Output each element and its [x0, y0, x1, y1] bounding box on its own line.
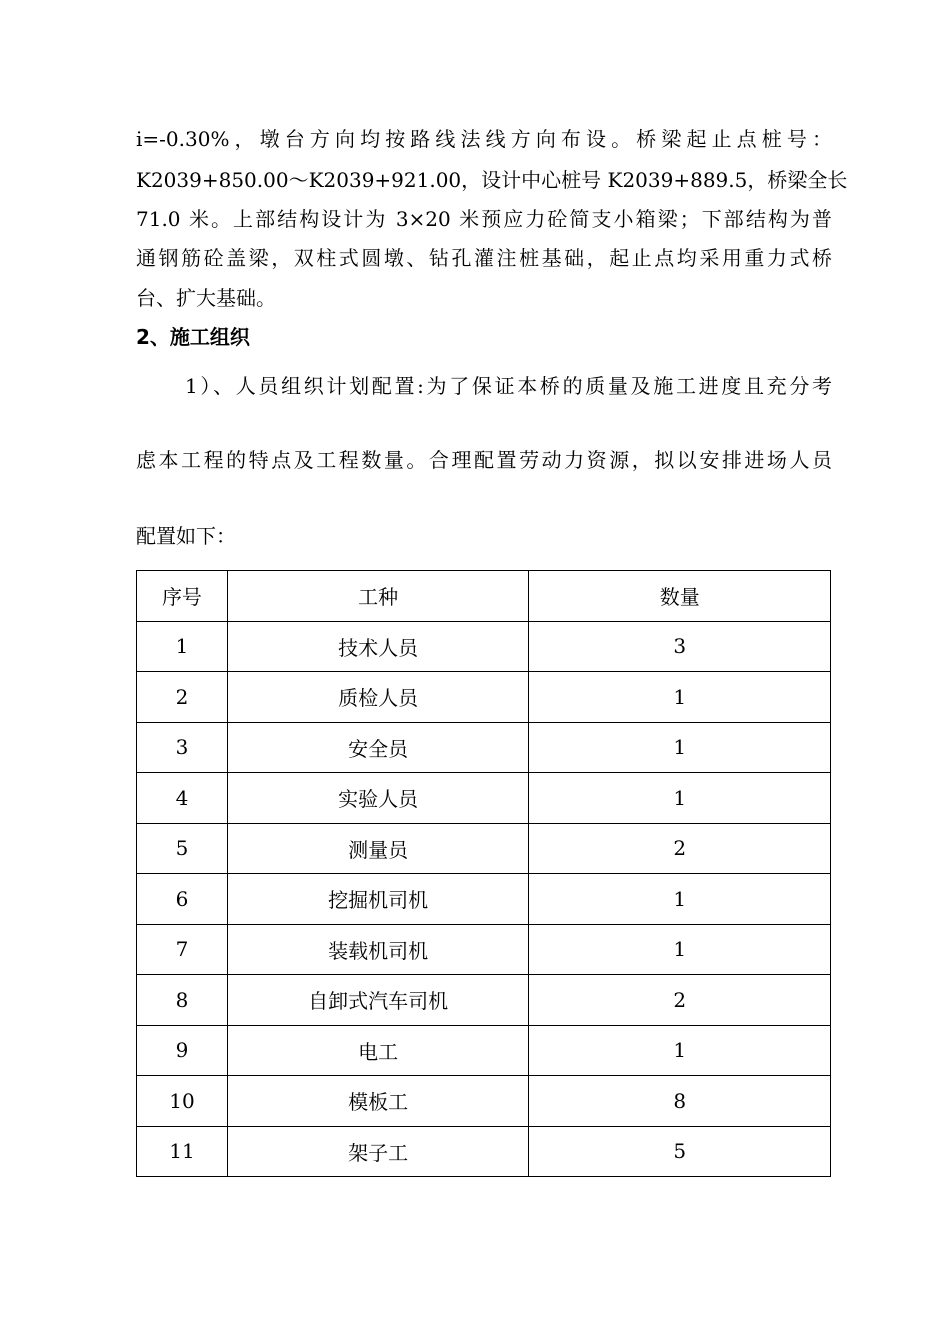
paragraph-line: 配置如下：: [136, 524, 236, 548]
cell-index: 9: [137, 1025, 228, 1076]
cell-quantity: 3: [529, 621, 831, 672]
paragraph-line: i=-0.30%，墩台方向均按路线法线方向布设。桥梁起止点桩号：: [136, 127, 832, 151]
table-row: [137, 823, 831, 874]
table-row: [137, 672, 831, 723]
table-row: [137, 621, 831, 672]
cell-quantity: 8: [529, 1076, 831, 1127]
cell-index: 7: [137, 924, 228, 975]
cell-index: 8: [137, 975, 228, 1026]
paragraph-line: K2039+850.00～K2039+921.00，设计中心桩号 K2039+889.5，桥梁全长: [136, 168, 848, 192]
cell-trade: 装载机司机: [227, 924, 529, 975]
cell-trade: 技术人员: [227, 621, 529, 672]
cell-quantity: 1: [529, 773, 831, 824]
cell-quantity: 1: [529, 1025, 831, 1076]
cell-index: 3: [137, 722, 228, 773]
header-trade: 工种: [227, 571, 529, 622]
cell-trade: 自卸式汽车司机: [227, 975, 529, 1026]
table-header-row: [137, 571, 831, 622]
section-heading: 2、施工组织: [136, 325, 250, 349]
table-row: [137, 924, 831, 975]
cell-trade: 实验人员: [227, 773, 529, 824]
cell-index: 6: [137, 874, 228, 925]
cell-trade: 测量员: [227, 823, 529, 874]
cell-index: 5: [137, 823, 228, 874]
cell-trade: 挖掘机司机: [227, 874, 529, 925]
cell-quantity: 5: [529, 1126, 831, 1177]
cell-quantity: 1: [529, 924, 831, 975]
cell-quantity: 1: [529, 672, 831, 723]
cell-quantity: 2: [529, 975, 831, 1026]
cell-trade: 安全员: [227, 722, 529, 773]
paragraph-line: 通钢筋砼盖梁，双柱式圆墩、钻孔灌注桩基础，起止点均采用重力式桥: [136, 246, 832, 270]
cell-index: 2: [137, 672, 228, 723]
cell-index: 10: [137, 1076, 228, 1127]
header-index: 序号: [137, 571, 228, 622]
staffing-table: [136, 570, 831, 1177]
table-row: [137, 1025, 831, 1076]
table-row: [137, 1076, 831, 1127]
paragraph-line: 台、扩大基础。: [136, 286, 276, 310]
cell-index: 11: [137, 1126, 228, 1177]
table-row: [137, 1126, 831, 1177]
cell-quantity: 2: [529, 823, 831, 874]
cell-trade: 架子工: [227, 1126, 529, 1177]
paragraph-line: 1）、人员组织计划配置:为了保证本桥的质量及施工进度且充分考: [185, 374, 832, 398]
cell-trade: 模板工: [227, 1076, 529, 1127]
table-row: [137, 773, 831, 824]
table-row: [137, 874, 831, 925]
cell-index: 4: [137, 773, 228, 824]
cell-quantity: 1: [529, 722, 831, 773]
paragraph-line: 71.0 米。上部结构设计为 3×20 米预应力砼简支小箱梁；下部结构为普: [136, 207, 832, 231]
paragraph-line: 虑本工程的特点及工程数量。合理配置劳动力资源，拟以安排进场人员: [136, 448, 832, 472]
header-quantity: 数量: [529, 571, 831, 622]
cell-trade: 电工: [227, 1025, 529, 1076]
cell-trade: 质检人员: [227, 672, 529, 723]
table-row: [137, 722, 831, 773]
cell-index: 1: [137, 621, 228, 672]
table-row: [137, 975, 831, 1026]
cell-quantity: 1: [529, 874, 831, 925]
